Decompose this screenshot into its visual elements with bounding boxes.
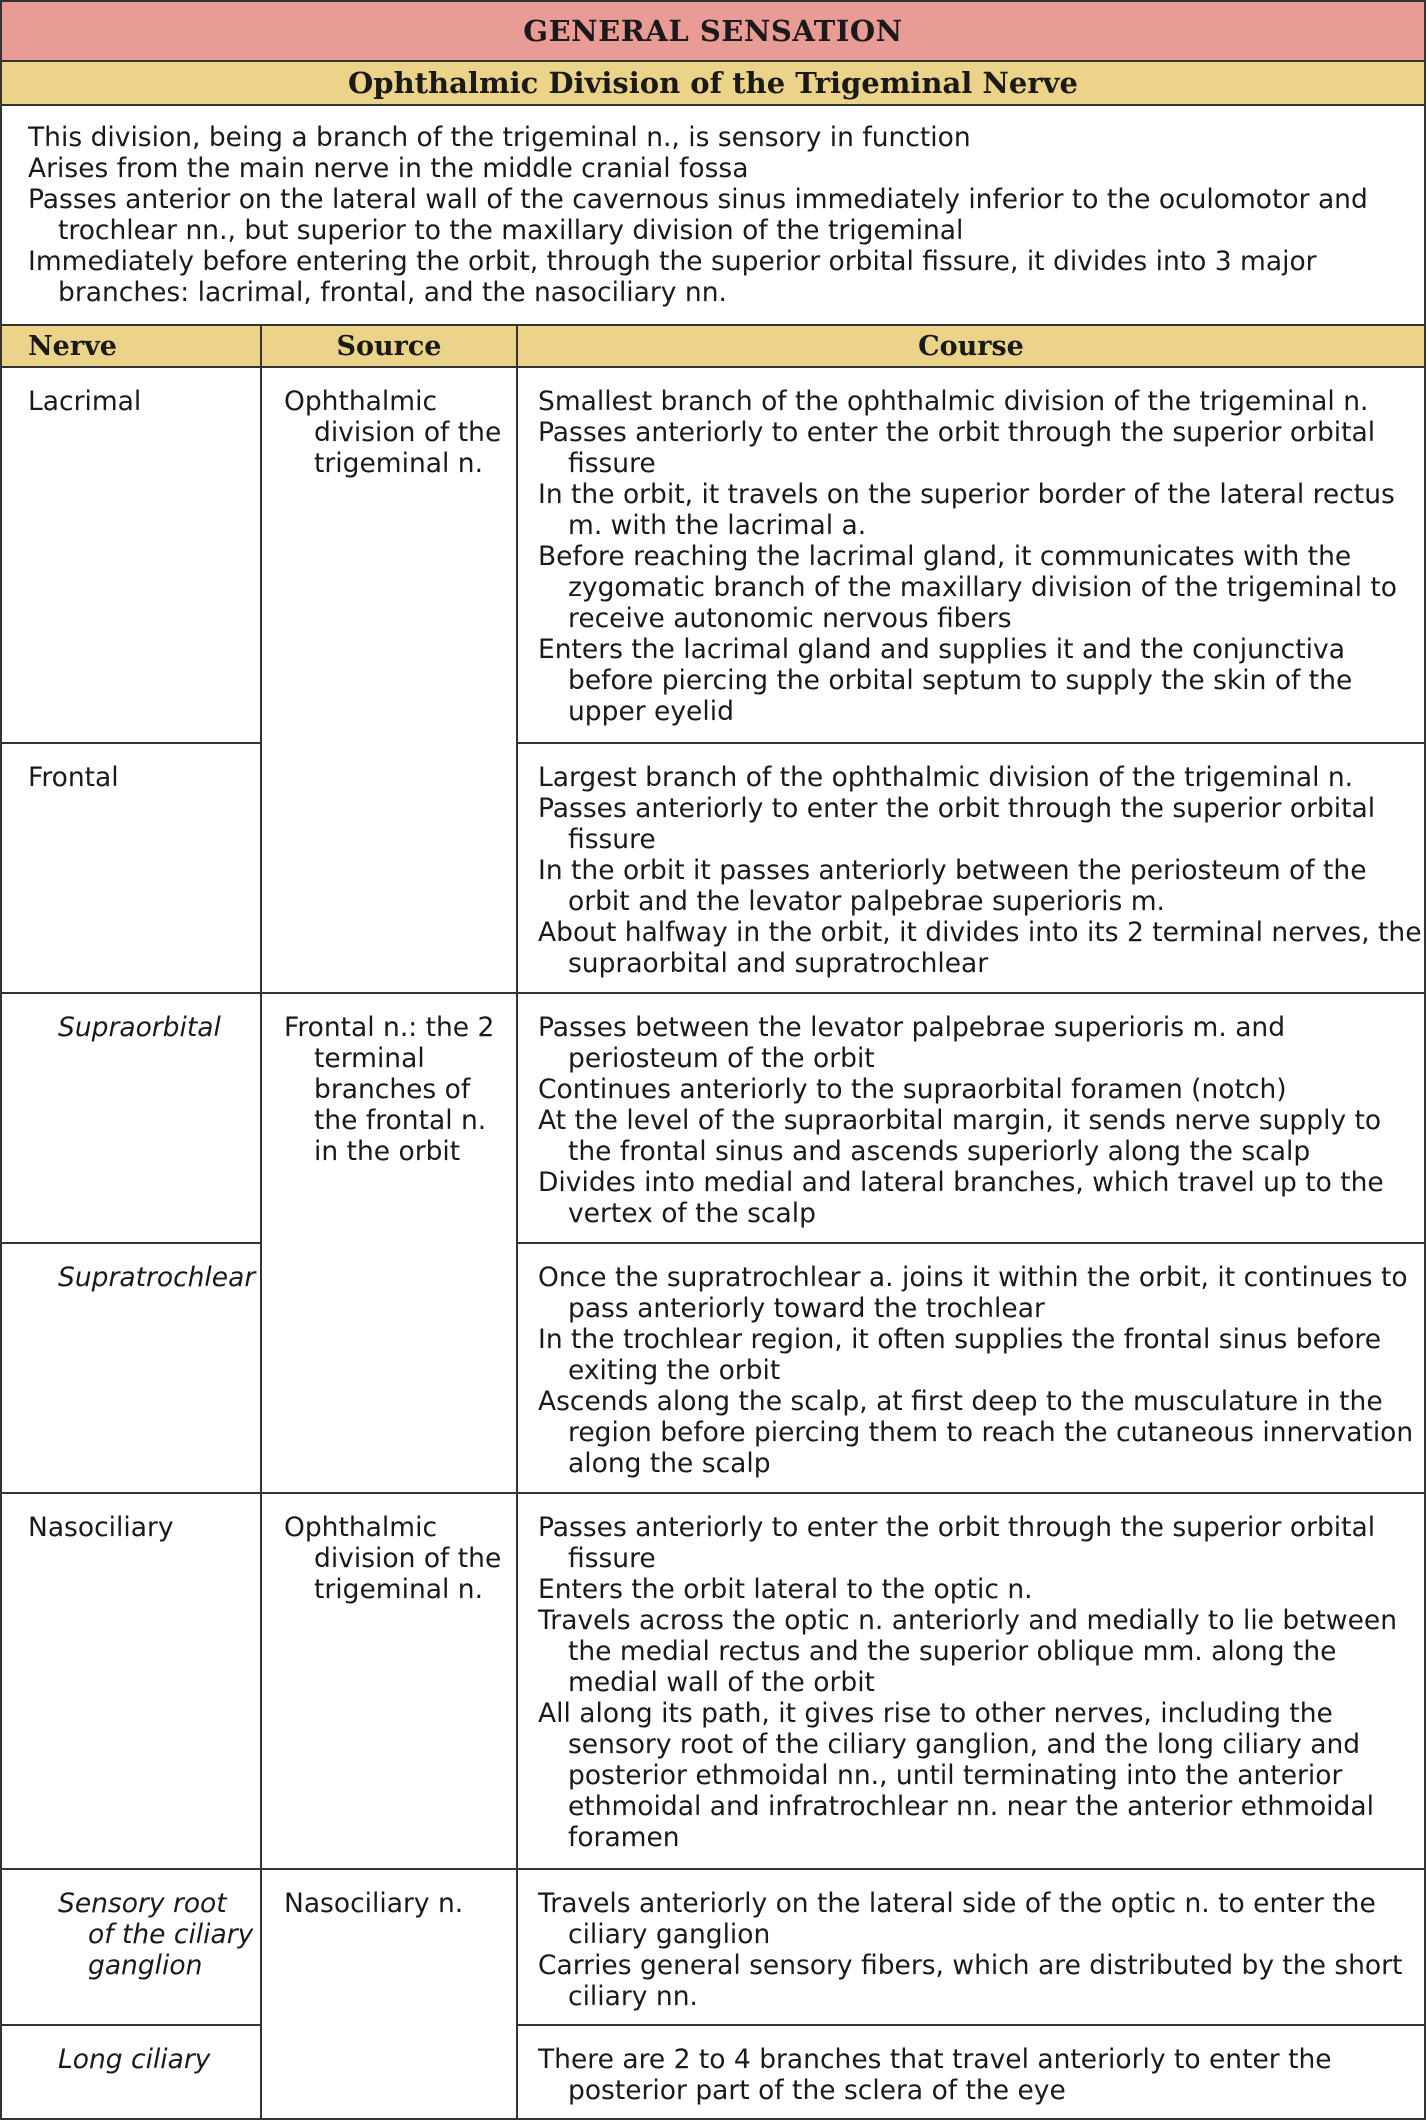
course-line: In the orbit it passes anteriorly between the periosteum of the orbit and the levator palpebrae superioris m. xyxy=(538,855,1367,917)
course-line: Passes between the levator palpebrae superioris m. and periosteum of the orbit xyxy=(538,1012,1286,1074)
course-line: At the level of the supraorbital margin, it sends nerve supply to the frontal sinus and ascends superiorly along the scalp xyxy=(538,1105,1382,1167)
course-line: Passes anteriorly to enter the orbit through the superior orbital fissure xyxy=(538,793,1376,855)
source-text: Ophthalmic division of the trigeminal n. xyxy=(284,1512,502,1605)
nerve-cell xyxy=(0,1868,262,2026)
nerve-cell xyxy=(0,366,262,744)
course-line: Largest branch of the ophthalmic division of the trigeminal n. xyxy=(538,762,1354,793)
course-line: Carries general sensory fibers, which are distributed by the short ciliary nn. xyxy=(538,1950,1403,2012)
intro-block xyxy=(0,104,1426,326)
course-line: About halfway in the orbit, it divides into its 2 terminal nerves, the supraorbital and supratrochlear xyxy=(538,917,1422,979)
course-line: In the trochlear region, it often supplies the frontal sinus before exiting the orbit xyxy=(538,1324,1382,1386)
course-cell xyxy=(516,2024,1426,2120)
nerve-name: Long ciliary xyxy=(58,2044,211,2075)
nerve-name: Lacrimal xyxy=(28,386,142,417)
course-cell xyxy=(516,1242,1426,1494)
course-line: Passes anteriorly to enter the orbit through the superior orbital fissure xyxy=(538,1512,1376,1574)
course-line: Before reaching the lacrimal gland, it communicates with the zygomatic branch of the maxillary division of the trigeminal to receive autonomic nervous fibers xyxy=(538,541,1397,634)
nerve-cell xyxy=(0,1492,262,1870)
intro-line: Immediately before entering the orbit, through the superior orbital fissure, it divides into 3 major branches: lacrimal, frontal, and the nasociliary nn. xyxy=(28,246,1317,308)
column-header-nerve: Nerve xyxy=(0,324,262,368)
source-cell xyxy=(260,1492,518,1870)
nerve-name: Sensory root of the ciliary ganglion xyxy=(58,1888,254,1981)
intro-line: Passes anterior on the lateral wall of the cavernous sinus immediately inferior to the oculomotor and trochlear nn., but superior to the maxillary division of the trigeminal xyxy=(28,184,1368,246)
course-cell xyxy=(516,1868,1426,2026)
nerve-cell xyxy=(0,992,262,1244)
course-cell xyxy=(516,1492,1426,1870)
course-line: Travels across the optic n. anteriorly and medially to lie between the medial rectus and the superior oblique mm. along the medial wall of the orbit xyxy=(538,1605,1397,1698)
column-header-course: Course xyxy=(516,324,1426,368)
nerve-name: Nasociliary xyxy=(28,1512,174,1543)
course-line: Divides into medial and lateral branches, which travel up to the vertex of the scalp xyxy=(538,1167,1384,1229)
course-cell xyxy=(516,742,1426,994)
nerve-cell xyxy=(0,1242,262,1494)
course-line: Travels anteriorly on the lateral side of the optic n. to enter the ciliary ganglion xyxy=(538,1888,1376,1950)
section-subtitle: Ophthalmic Division of the Trigeminal Nerve xyxy=(0,60,1426,106)
course-line: Smallest branch of the ophthalmic division of the trigeminal n. xyxy=(538,386,1369,417)
source-text: Nasociliary n. xyxy=(284,1888,464,1919)
nerve-name: Frontal xyxy=(28,762,119,793)
intro-line: Arises from the main nerve in the middle cranial fossa xyxy=(28,153,749,184)
source-text: Ophthalmic division of the trigeminal n. xyxy=(284,386,502,479)
nerve-cell xyxy=(0,742,262,994)
intro-line: This division, being a branch of the trigeminal n., is sensory in function xyxy=(28,122,971,153)
source-cell xyxy=(260,1868,518,2120)
source-text: Frontal n.: the 2 terminal branches of the frontal n. in the orbit xyxy=(284,1012,495,1167)
course-line: Ascends along the scalp, at first deep to the musculature in the region before piercing them to reach the cutaneous innervation along the scalp xyxy=(538,1386,1414,1479)
course-line: Passes anteriorly to enter the orbit through the superior orbital fissure xyxy=(538,417,1376,479)
nerve-name: Supratrochlear xyxy=(58,1262,256,1293)
course-line: Continues anteriorly to the supraorbital foramen (notch) xyxy=(538,1074,1287,1105)
source-cell xyxy=(260,992,518,1494)
column-header-source: Source xyxy=(260,324,518,368)
course-line: Enters the orbit lateral to the optic n. xyxy=(538,1574,1033,1605)
course-line: All along its path, it gives rise to other nerves, including the sensory root of the ciliary ganglion, and the long ciliary and posterior ethmoidal nn., until terminating into the anterior ethmoidal and infratrochlear nn. near the anterior ethmoidal foramen xyxy=(538,1698,1374,1853)
course-cell xyxy=(516,366,1426,744)
section-title: GENERAL SENSATION xyxy=(0,0,1426,62)
course-line: In the orbit, it travels on the superior border of the lateral rectus m. with the lacrimal a. xyxy=(538,479,1395,541)
course-line: Once the supratrochlear a. joins it within the orbit, it continues to pass anteriorly toward the trochlear xyxy=(538,1262,1408,1324)
nerve-name: Supraorbital xyxy=(58,1012,221,1043)
course-cell xyxy=(516,992,1426,1244)
nerve-cell xyxy=(0,2024,262,2120)
course-line: There are 2 to 4 branches that travel anteriorly to enter the posterior part of the sclera of the eye xyxy=(538,2044,1332,2106)
source-cell xyxy=(260,366,518,994)
course-line: Enters the lacrimal gland and supplies it and the conjunctiva before piercing the orbital septum to supply the skin of the upper eyelid xyxy=(538,634,1353,727)
